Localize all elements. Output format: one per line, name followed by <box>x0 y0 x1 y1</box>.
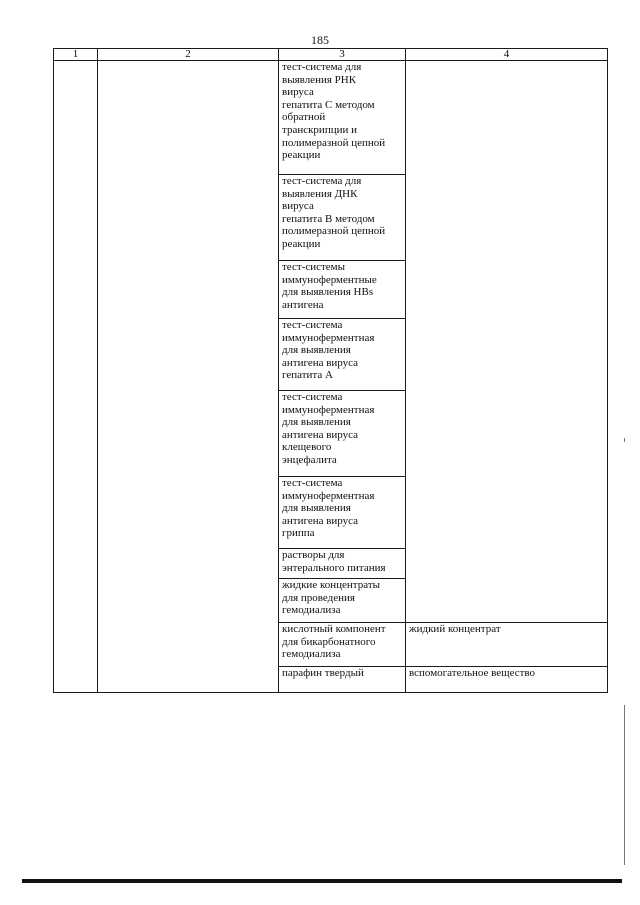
product-name-cell: тест-система иммуноферментная для выявления антигена вируса гепатита А <box>279 319 406 391</box>
column-2-cell <box>98 61 279 693</box>
table-row <box>54 61 608 175</box>
product-name-cell: тест-система для выявления ДНК вируса гепатита В методом полимеразной цепной реакции <box>279 175 406 261</box>
column-1-cell <box>54 61 98 693</box>
product-name-cell: кислотный компонент для бикарбонатного гемодиализа <box>279 623 406 667</box>
column-header-4: 4 <box>406 49 608 61</box>
product-name-cell: парафин твердый <box>279 667 406 693</box>
column-header-1: 1 <box>54 49 98 61</box>
document-table <box>53 48 608 693</box>
product-name-cell: тест-система иммуноферментная для выявления антигена вируса клещевого энцефалита <box>279 391 406 477</box>
product-name-cell: жидкие концентраты для проведения гемодиализа <box>279 579 406 623</box>
scan-artifact-line <box>624 705 625 865</box>
product-name-cell: тест-система для выявления РНК вируса гепатита С методом обратной транскрипции и полимеразной цепной реакции <box>279 61 406 175</box>
purpose-cell: жидкий концентрат <box>406 623 608 667</box>
purpose-cell <box>406 61 608 623</box>
product-name-cell: тест-система иммуноферментная для выявления антигена вируса гриппа <box>279 477 406 549</box>
column-header-3: 3 <box>279 49 406 61</box>
page-number: 185 <box>311 33 329 47</box>
scan-artifact-line <box>624 438 625 442</box>
product-name-cell: тест-системы иммуноферментные для выявления HBs антигена <box>279 261 406 319</box>
scan-bottom-edge <box>22 879 622 883</box>
table-header-row <box>54 49 608 61</box>
purpose-cell: вспомогательное вещество <box>406 667 608 693</box>
column-header-2: 2 <box>98 49 279 61</box>
product-name-cell: растворы для энтерального питания <box>279 549 406 579</box>
